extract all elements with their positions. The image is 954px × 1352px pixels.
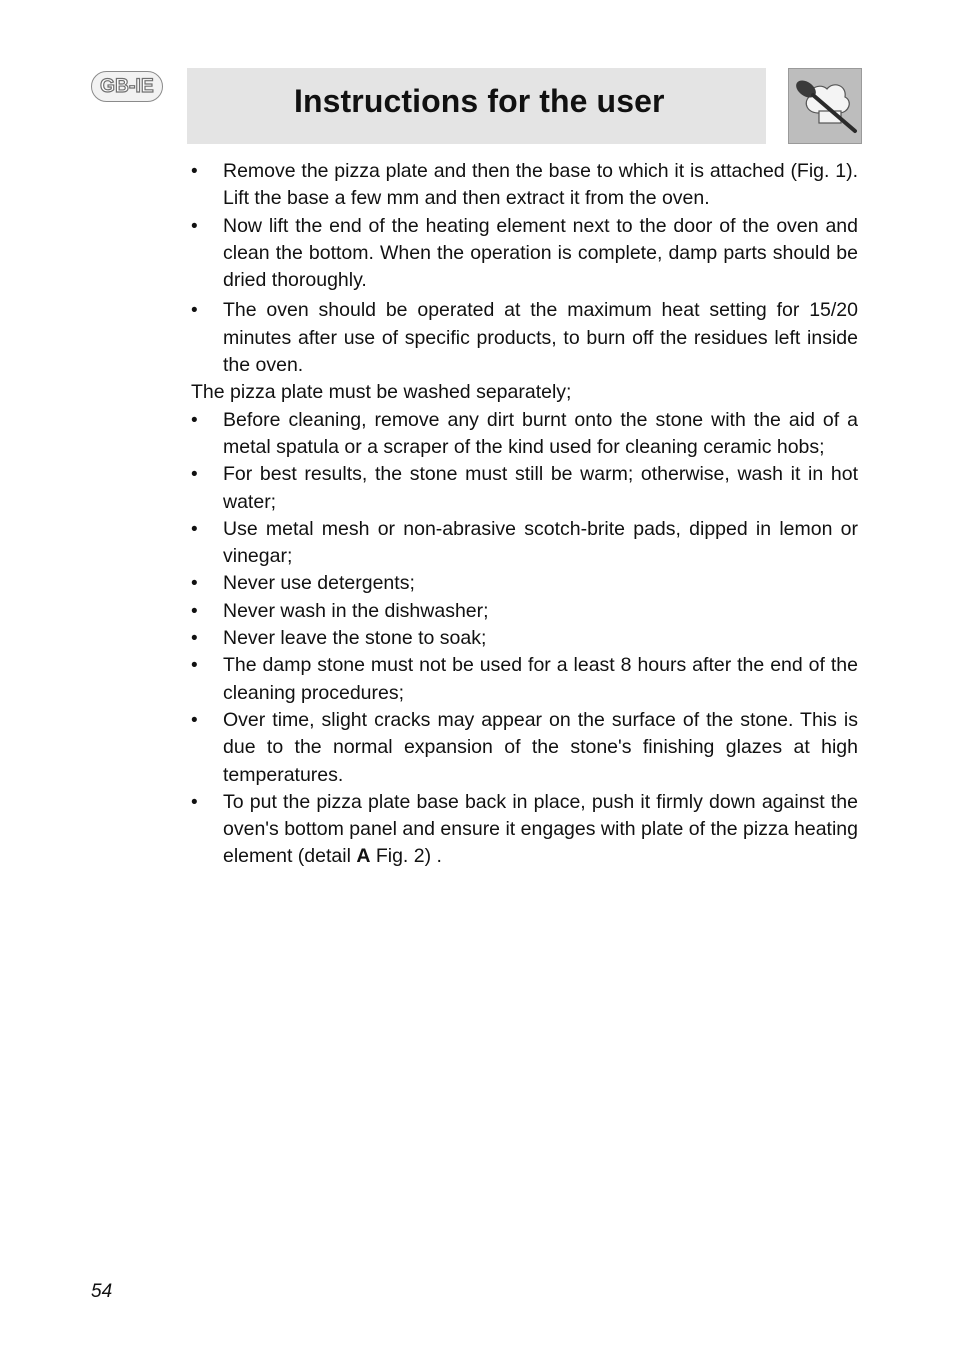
- language-badge: [91, 71, 163, 102]
- cleaning-instructions: [191, 158, 858, 871]
- spoon-chef-hat-icon: [788, 68, 862, 144]
- list-item-last: [191, 789, 858, 871]
- list-item: • Never leave the stone to soak;: [191, 625, 858, 652]
- list-item: • Never use detergents;: [191, 570, 858, 597]
- list-item: • Never wash in the dishwasher;: [191, 598, 858, 625]
- list-item: • Before cleaning, remove any dirt burnt onto the stone with the aid of a metal spatula or a scraper of the kind used for cleaning ceramic hobs;: [191, 407, 858, 462]
- list-item: • Now lift the end of the heating element next to the door of the oven and clean the bottom. When the operation is complete, damp parts should be dried thoroughly.: [191, 213, 858, 295]
- page-header: [187, 68, 766, 144]
- list-item: • Remove the pizza plate and then the base to which it is attached (Fig. 1). Lift the base a few mm and then extract it from the oven.: [191, 158, 858, 213]
- page-number: 54: [91, 1281, 113, 1302]
- spoon-chef-hat-graphic: [789, 69, 861, 143]
- stone-cleaning-list: [191, 407, 858, 871]
- oven-cleaning-list: [191, 158, 858, 379]
- last-item-text: To put the pizza plate base back in place, push it firmly down against the oven's bottom panel and ensure it engages with plate of the pizza heating element (detail: [223, 790, 858, 868]
- last-item-suffix: Fig. 2) .: [370, 845, 442, 868]
- pizza-plate-paragraph: The pizza plate must be washed separately;: [191, 381, 572, 404]
- list-item: • Over time, slight cracks may appear on the surface of the stone. This is due to the normal expansion of the stone's finishing glazes at high temperatures.: [191, 707, 858, 789]
- language-badge-label: GB-IE: [100, 75, 154, 97]
- page-title: Instructions for the user: [294, 83, 665, 119]
- list-item: • The oven should be operated at the maximum heat setting for 15/20 minutes after use of specific products, to burn off the residues left inside the oven.: [191, 297, 858, 379]
- list-item: • For best results, the stone must still be warm; otherwise, wash it in hot water;: [191, 461, 858, 516]
- detail-letter: A: [356, 845, 371, 868]
- list-item: • Use metal mesh or non-abrasive scotch-brite pads, dipped in lemon or vinegar;: [191, 516, 858, 571]
- list-item: • The damp stone must not be used for a least 8 hours after the end of the cleaning procedures;: [191, 652, 858, 707]
